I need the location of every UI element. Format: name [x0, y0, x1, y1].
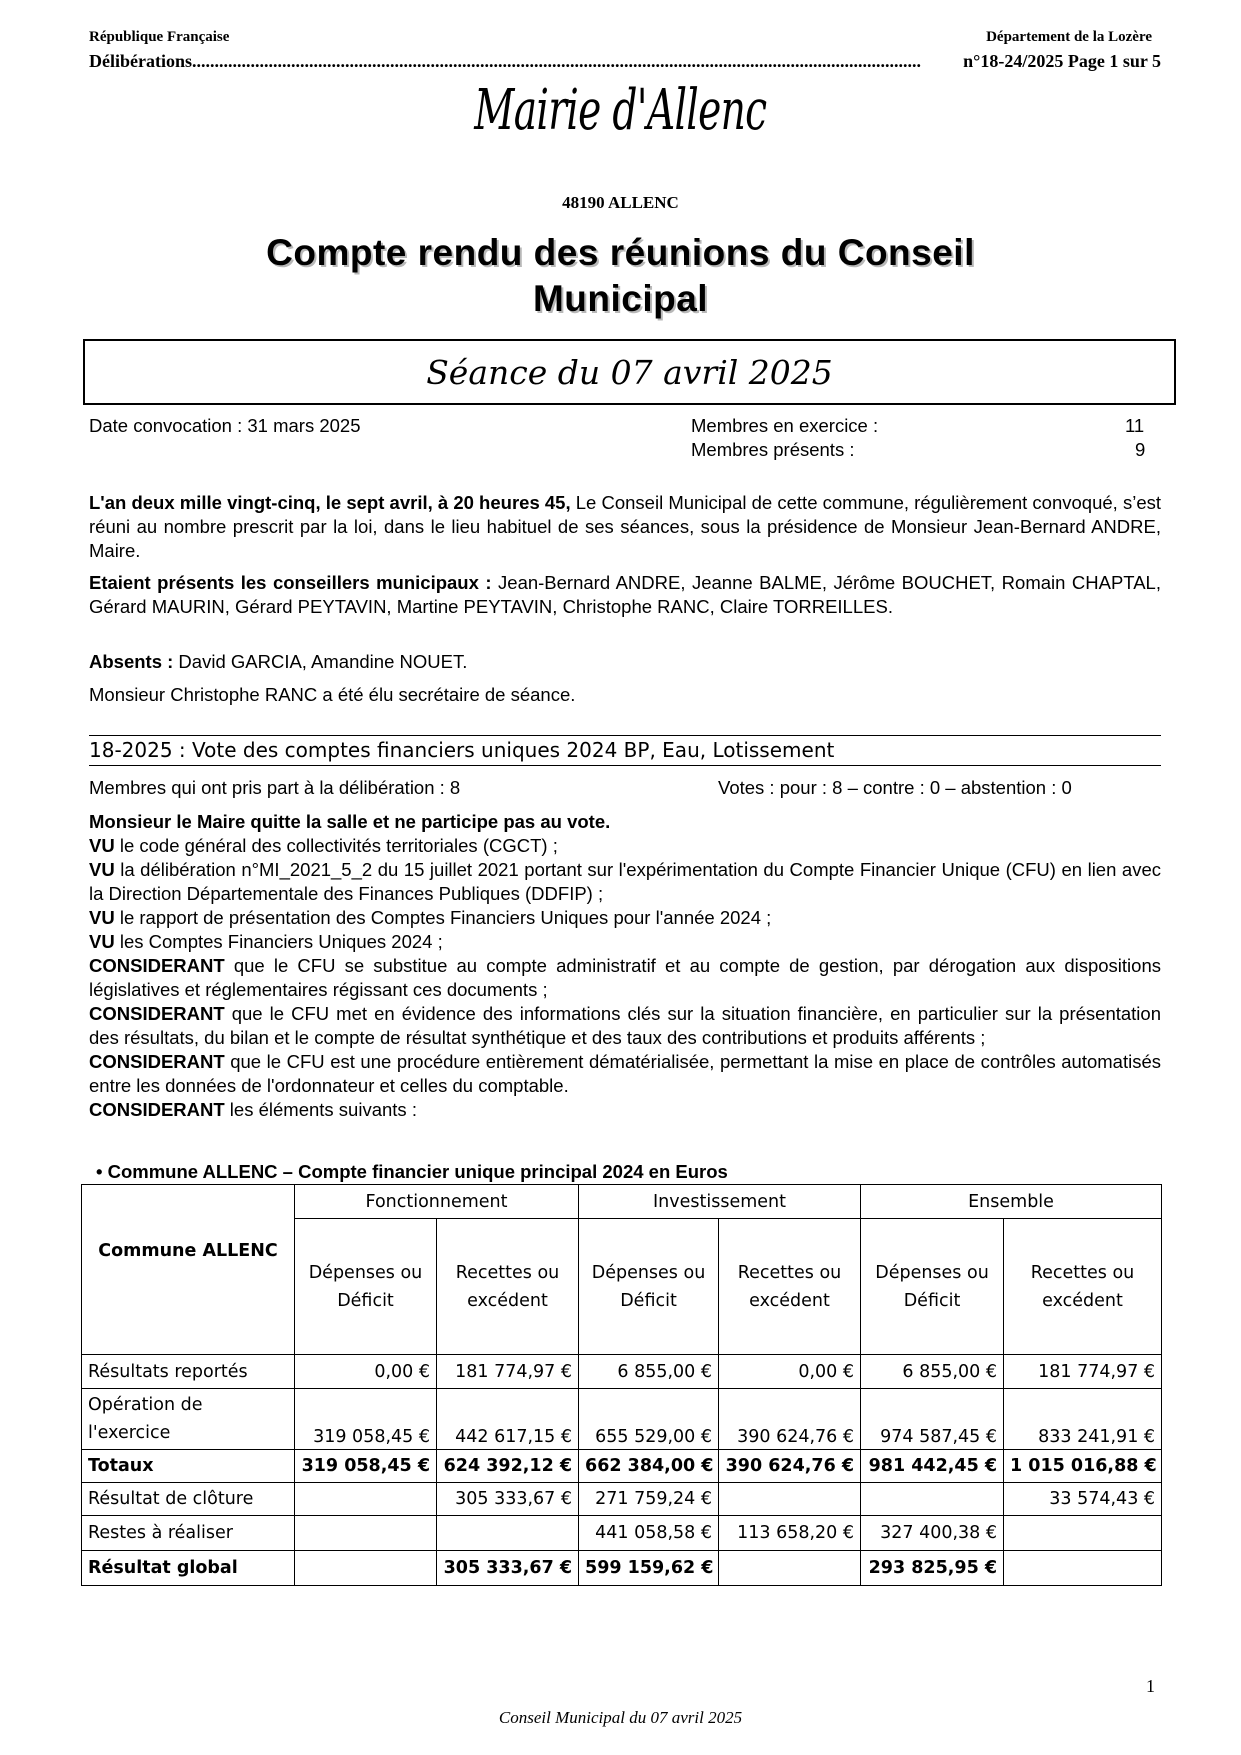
header-deliberations-row — [89, 51, 1161, 72]
table-cell: 181 774,97 € — [1004, 1355, 1162, 1389]
table-cell: 293 825,95 € — [861, 1551, 1004, 1586]
subheader-depenses: Dépenses ou Déficit — [579, 1219, 719, 1355]
table-row — [82, 1389, 1162, 1450]
table-cell — [1004, 1516, 1162, 1551]
page-title-line2: Municipal — [532, 278, 709, 319]
table-cell: 442 617,15 € — [437, 1389, 579, 1450]
table-cell: 0,00 € — [295, 1355, 437, 1389]
page-title — [120, 230, 1121, 322]
table-cell: 833 241,91 € — [1004, 1389, 1162, 1450]
vu-3: VU le rapport de présentation des Comptes Financiers Uniques pour l'année 2024 ; — [89, 907, 772, 928]
header-reference: n°18-24/2025 Page 1 sur 5 — [963, 51, 1161, 71]
table-cell — [437, 1516, 579, 1551]
cfu-table — [81, 1184, 1162, 1586]
page-number: 1 — [1146, 1676, 1155, 1696]
table-row — [82, 1483, 1162, 1516]
header-republic: République Française — [89, 29, 230, 45]
table-cell: 327 400,38 € — [861, 1516, 1004, 1551]
table-cell: 0,00 € — [719, 1355, 861, 1389]
table-cell: 305 333,67 € — [437, 1551, 579, 1586]
seance-box — [83, 339, 1176, 405]
table-cell: 390 624,76 € — [719, 1450, 861, 1483]
table-cell: 33 574,43 € — [1004, 1483, 1162, 1516]
vu-4: VU les Comptes Financiers Uniques 2024 ; — [89, 931, 443, 952]
footer: Conseil Municipal du 07 avril 2025 — [498, 1708, 743, 1727]
table-group-header-row — [82, 1185, 1162, 1219]
subheader-recettes: Recettes ou excédent — [437, 1219, 579, 1355]
table-cell: 981 442,45 € — [861, 1450, 1004, 1483]
presents-text: Jean-Bernard ANDRE, Jeanne BALME, Jérôme BOUCHET, Romain CHAPTAL, Gérard MAURIN, Gérard PEYTAVIN, Martine PEYTAVIN, Christophe RANC, Claire TORREILLES. — [89, 572, 1161, 617]
table-row — [82, 1355, 1162, 1389]
table-row-resultat-global — [82, 1551, 1162, 1586]
absents-bold: Absents : — [89, 651, 174, 672]
table-corner-header: Commune ALLENC — [82, 1185, 295, 1355]
table-cell: 6 855,00 € — [579, 1355, 719, 1389]
deliberation-rule-top — [89, 735, 1161, 736]
table-cell — [1004, 1551, 1162, 1586]
intro-paragraph — [89, 491, 1161, 563]
presents-paragraph — [89, 571, 1161, 619]
table-cell: 1 015 016,88 € — [1004, 1450, 1162, 1483]
table-cell: 319 058,45 € — [295, 1450, 437, 1483]
group-header-fonctionnement: Fonctionnement — [295, 1185, 579, 1219]
header-departement: Département de la Lozère — [986, 29, 1152, 45]
row-label: Opération de l'exercice — [82, 1389, 295, 1450]
postcode: 48190 ALLENC — [562, 193, 679, 212]
considerant-4: CONSIDERANT les éléments suivants : — [89, 1099, 417, 1120]
presents-bold: Etaient présents les conseillers municipaux : — [89, 572, 492, 593]
deliberation-title: 18-2025 : Vote des comptes financiers uniques 2024 BP, Eau, Lotissement — [89, 738, 835, 762]
header-dots: .................................................................................................................................................................. — [192, 51, 921, 71]
subheader-recettes: Recettes ou excédent — [1004, 1219, 1162, 1355]
vu-1: VU le code général des collectivités territoriales (CGCT) ; — [89, 835, 558, 856]
table-cell: 441 058,58 € — [579, 1516, 719, 1551]
seance-date: Séance du 07 avril 2025 — [426, 353, 833, 392]
row-label: Totaux — [82, 1450, 295, 1483]
table-cell: 305 333,67 € — [437, 1483, 579, 1516]
row-label: Résultat de clôture — [82, 1483, 295, 1516]
intro-bold: L'an deux mille vingt-cinq, le sept avril, à 20 heures 45, — [89, 492, 571, 513]
table-cell: 181 774,97 € — [437, 1355, 579, 1389]
table-caption: • Commune ALLENC – Compte financier unique principal 2024 en Euros — [96, 1161, 728, 1182]
table-cell: 662 384,00 € — [579, 1450, 719, 1483]
membres-exercice-value: 11 — [1125, 415, 1145, 436]
date-convocation: Date convocation : 31 mars 2025 — [89, 415, 361, 436]
considerant-1: CONSIDERANT que le CFU se substitue au compte administratif et au compte de gestion, par dérogation aux dispositions législatives et réglementaires régissant ces documents ; — [89, 955, 1161, 1000]
row-label: Résultats reportés — [82, 1355, 295, 1389]
deliberation-membres: Membres qui ont pris part à la délibération : 8 — [89, 777, 461, 798]
absents-text: David GARCIA, Amandine NOUET. — [173, 651, 468, 672]
subheader-depenses: Dépenses ou Déficit — [861, 1219, 1004, 1355]
table-cell — [719, 1483, 861, 1516]
absents-paragraph — [89, 650, 1161, 674]
table-cell: 599 159,62 € — [579, 1551, 719, 1586]
deliberation-body — [89, 810, 1161, 1122]
header-deliberations-label: Délibérations — [89, 51, 192, 71]
table-cell: 113 658,20 € — [719, 1516, 861, 1551]
considerant-3: CONSIDERANT que le CFU est une procédure entièrement dématérialisée, permettant la mise en place de contrôles automatisés entre les données de l'ordonnateur et celles du comptable. — [89, 1051, 1161, 1096]
subheader-depenses: Dépenses ou Déficit — [295, 1219, 437, 1355]
table-row — [82, 1516, 1162, 1551]
table-cell: 6 855,00 € — [861, 1355, 1004, 1389]
subheader-recettes: Recettes ou excédent — [719, 1219, 861, 1355]
table-cell — [295, 1483, 437, 1516]
considerant-2: CONSIDERANT que le CFU met en évidence des informations clés sur la situation financière, en particulier sur la présentation des résultats, du bilan et le compte de résultat synthétique et des taux des contributions et produits afférents ; — [89, 1003, 1161, 1048]
table-cell: 319 058,45 € — [295, 1389, 437, 1450]
table-cell: 390 624,76 € — [719, 1389, 861, 1450]
table-cell — [295, 1551, 437, 1586]
table-cell: 974 587,45 € — [861, 1389, 1004, 1450]
intro-text: Le Conseil Municipal de cette commune, régulièrement convoqué, s’est réuni au nombre prescrit par la loi, dans le lieu habituel de ses séances, sous la présidence de Monsieur Jean-Bernard ANDRE, Maire. — [89, 492, 1161, 561]
maire-quitte: Monsieur le Maire quitte la salle et ne participe pas au vote. — [89, 811, 611, 832]
table-cell: 624 392,12 € — [437, 1450, 579, 1483]
group-header-ensemble: Ensemble — [861, 1185, 1162, 1219]
table-cell — [861, 1483, 1004, 1516]
table-cell — [719, 1551, 861, 1586]
deliberation-votes: Votes : pour : 8 – contre : 0 – abstention : 0 — [718, 777, 1072, 798]
table-cell: 271 759,24 € — [579, 1483, 719, 1516]
mairie-title: Mairie d'Allenc — [474, 78, 767, 143]
membres-exercice-label: Membres en exercice : — [691, 415, 879, 436]
row-label: Restes à réaliser — [82, 1516, 295, 1551]
membres-presents-value: 9 — [1135, 439, 1146, 460]
row-label: Résultat global — [82, 1551, 295, 1586]
page-title-line1: Compte rendu des réunions du Conseil — [266, 232, 975, 273]
group-header-investissement: Investissement — [579, 1185, 861, 1219]
table-cell — [295, 1516, 437, 1551]
deliberation-rule-bottom — [89, 765, 1161, 766]
membres-presents-label: Membres présents : — [691, 439, 855, 460]
secretaire-paragraph: Monsieur Christophe RANC a été élu secrétaire de séance. — [89, 684, 576, 705]
vu-2: VU la délibération n°MI_2021_5_2 du 15 juillet 2021 portant sur l'expérimentation du Compte Financier Unique (CFU) en lien avec la Direction Départementale des Finances Publiques (DDFIP) ; — [89, 859, 1161, 904]
table-row-totaux — [82, 1450, 1162, 1483]
table-cell: 655 529,00 € — [579, 1389, 719, 1450]
